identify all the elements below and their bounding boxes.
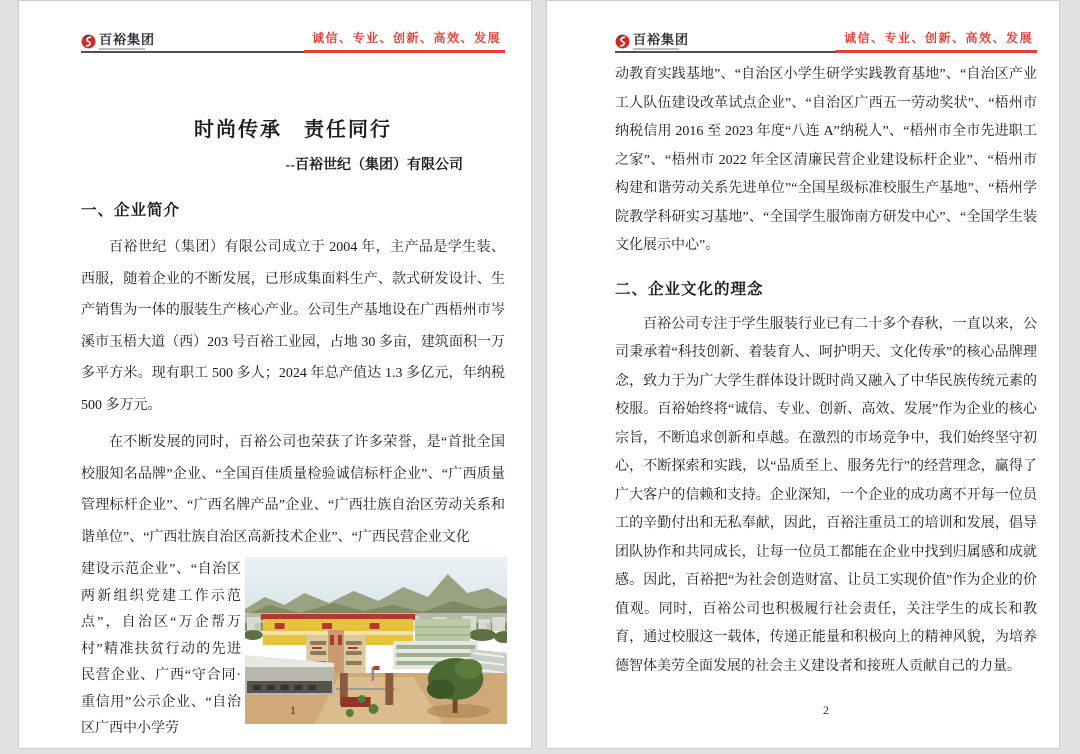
header-divider	[615, 51, 851, 53]
document-title: 时尚传承 责任同行	[194, 119, 392, 141]
logo-tagline-mark	[99, 48, 145, 50]
logo-text: 百裕集团	[99, 32, 156, 47]
baiyu-logo-icon	[615, 34, 630, 49]
paragraph: 百裕公司专注于学生服装行业已有二十多个春秋，一直以来，公司秉承着“科技创新、着装育人、呵护明天、文化传承”的核心品牌理念，致力于为广大学生群体设计既时尚又融入了中华民族传统元素的校服。百裕始终将“诚信、专业、创新、高效、发展”作为企业的核心宗旨，不断追求创新和卓越。在激烈的市场竞争中，我们始终坚守初心，不断探索和实践，以“品质至上、服务先行”的经营理念，赢得了广大客户的信赖和支持。企业深知，一个企业的成功离不开每一位员工的辛勤付出和无私奉献，因此，百裕注重员工的培训和发展，倡导团队协作和共同成长，让每一位员工都能在企业中找到归属感和成就感。因此，百裕把“为社会创造财富、让员工实现价值”作为企业的价值观。同时，百裕公司也积极履行社会责任，关注学生的成长和教育，通过校服这一载体，传递正能量和积极向上的精神风貌，为培养德智体美劳全面发展的社会主义建设者和接班人贡献自己的力量。	[615, 316, 1037, 674]
document-page-2	[546, 0, 1060, 749]
section-1-heading: 一、企业简介	[81, 202, 181, 219]
paragraph: 百裕世纪（集团）有限公司成立于 2004 年，主产品是学生装、西服，随着企业的不断发展，已形成集面料生产、款式研发设计、生产销售为一体的服装生产核心产业。公司生产基地设在广西梧州市岑溪市玉梧大道（西）203 号百裕工业园，占地 30 多亩，建筑面积一万多平方米。现有职工 500 多人；2024 年总产值达 1.3 多亿元，年纳税 500 多万元。	[81, 240, 505, 413]
paragraph-wrapped: 建设示范企业”、“自治区两新组织党建工作示范点”，自治区“万企帮万村”精准扶贫行动的先进民营企业、广西“守合同·重信用”公示企业、“自治区广西中小学劳	[81, 562, 241, 736]
header-motto: 诚信、专业、创新、高效、发展	[304, 29, 505, 53]
logo-tagline-mark	[633, 48, 679, 50]
paragraph-continuation: 动教育实践基地”、“自治区小学生研学实践教育基地”、“自治区产业工人队伍建设改革试点企业”、“自治区广西五一劳动奖状”、“梧州市纳税信用 2016 至 2023 年度“八连 A”纳税人”、“梧州市全市先进职工之家”、“梧州市 2022 年全区清廉民营企业建设标杆企业”、“梧州市构建和谐劳动关系先进单位”“全国星级标准校服生产基地”、“梧州学院教学科研实习基地”、“全国学生服饰南方研发中心”、“全国学生装文化展示中心”。	[615, 67, 1037, 253]
logo-text-column	[99, 33, 155, 50]
paragraph: 在不断发展的同时，百裕公司也荣获了许多荣誉，是“首批全国校服知名品牌”企业、“全国百佳质量检验诚信标杆企业”、“广西质量管理标杆企业”、“广西名牌产品”企业、“广西壮族自治区劳动关系和谐单位”、“广西壮族自治区高新技术企业”、“广西民营企业文化	[81, 435, 505, 545]
industrial-park-photo-graphic	[245, 557, 507, 724]
page-2-content	[547, 1, 1059, 748]
industrial-park-photo	[245, 557, 507, 724]
company-logo	[615, 33, 689, 53]
header-divider	[81, 51, 319, 53]
header-motto: 诚信、专业、创新、高效、发展	[836, 29, 1037, 53]
logo-text-column	[633, 33, 689, 50]
logo-text: 百裕集团	[633, 32, 690, 47]
document-page-1	[18, 0, 532, 749]
page-header	[81, 29, 505, 53]
baiyu-logo-icon	[81, 34, 96, 49]
page-1-content	[19, 1, 531, 748]
section-2-heading: 二、企业文化的理念	[615, 280, 764, 298]
page-header	[615, 29, 1037, 53]
document-subtitle: --百裕世纪（集团）有限公司	[285, 158, 463, 173]
page-number: 1	[290, 703, 296, 717]
company-logo	[81, 33, 155, 53]
page-number: 2	[823, 703, 829, 717]
